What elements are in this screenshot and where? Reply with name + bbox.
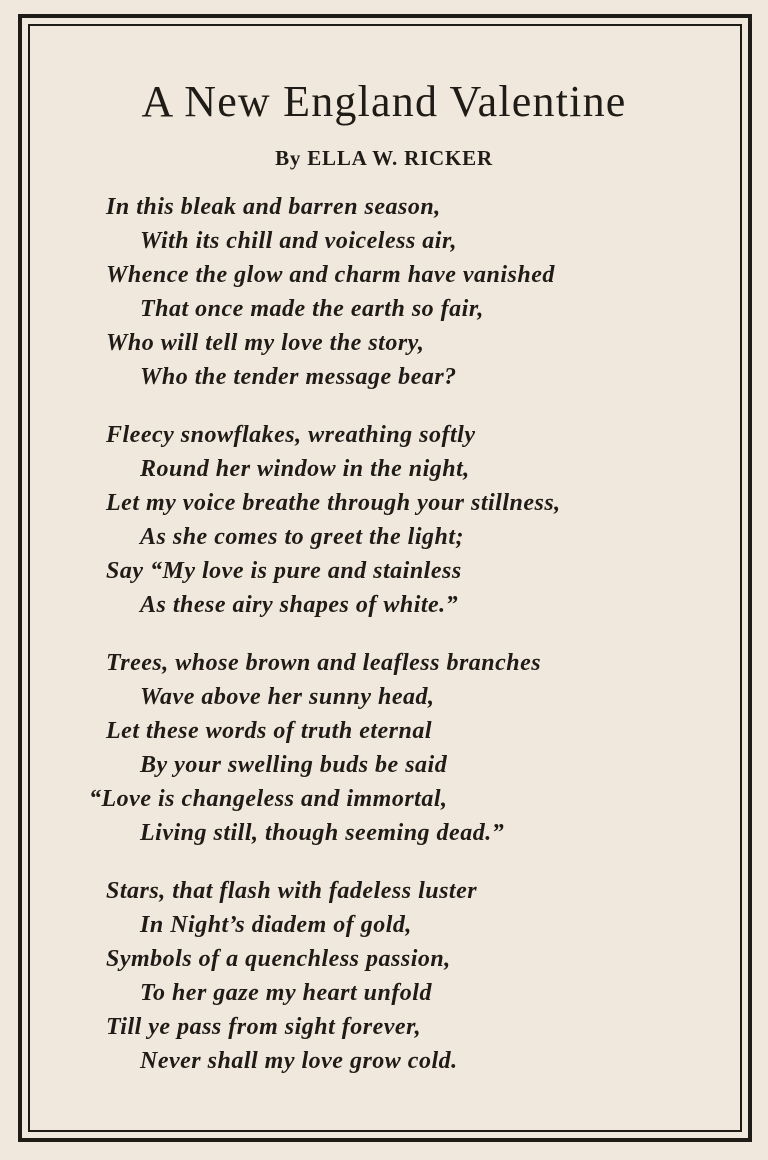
poem-line: Wave above her sunny head,: [140, 684, 435, 710]
stanza-1: [40, 190, 728, 394]
poem-line: Who will tell my love the story,: [106, 330, 425, 356]
poem-line: Trees, whose brown and leafless branches: [106, 650, 542, 676]
poem-line: Let these words of truth eternal: [106, 718, 433, 744]
poem-line: Round her window in the night,: [140, 456, 470, 482]
poem-line: As these airy shapes of white.”: [140, 592, 459, 618]
poem-line: Fleecy snowflakes, wreathing softly: [106, 422, 476, 448]
poem-line: Who the tender message bear?: [140, 364, 457, 390]
poem-line: With its chill and voiceless air,: [140, 228, 457, 254]
stanza-4: [40, 874, 728, 1078]
poem-line: In this bleak and barren season,: [106, 194, 441, 220]
stanza-3: [40, 646, 728, 850]
poem-line: By your swelling buds be said: [140, 752, 448, 778]
poem-line: To her gaze my heart unfold: [140, 980, 432, 1006]
poem-line: “Love is changeless and immortal,: [89, 786, 448, 812]
poem-line: Symbols of a quenchless passion,: [106, 946, 451, 972]
poem-line: Let my voice breathe through your stillness,: [106, 490, 561, 516]
poem-title: A New England Valentine: [141, 77, 627, 126]
author-byline: By ELLA W. RICKER: [275, 146, 493, 170]
poem-line: Till ye pass from sight forever,: [106, 1014, 422, 1040]
poem-page: [40, 36, 728, 1116]
poem-line: Whence the glow and charm have vanished: [106, 262, 555, 288]
poem-line: Say “My love is pure and stainless: [106, 558, 462, 584]
poem-line: Never shall my love grow cold.: [140, 1048, 458, 1074]
poem-line: As she comes to greet the light;: [140, 524, 464, 550]
poem-line: Stars, that flash with fadeless luster: [106, 878, 478, 904]
stanza-2: [40, 418, 728, 622]
poem-line: In Night’s diadem of gold,: [140, 912, 412, 938]
poem-body: [40, 190, 728, 1102]
poem-line: Living still, though seeming dead.”: [140, 820, 505, 846]
poem-line: That once made the earth so fair,: [140, 296, 484, 322]
